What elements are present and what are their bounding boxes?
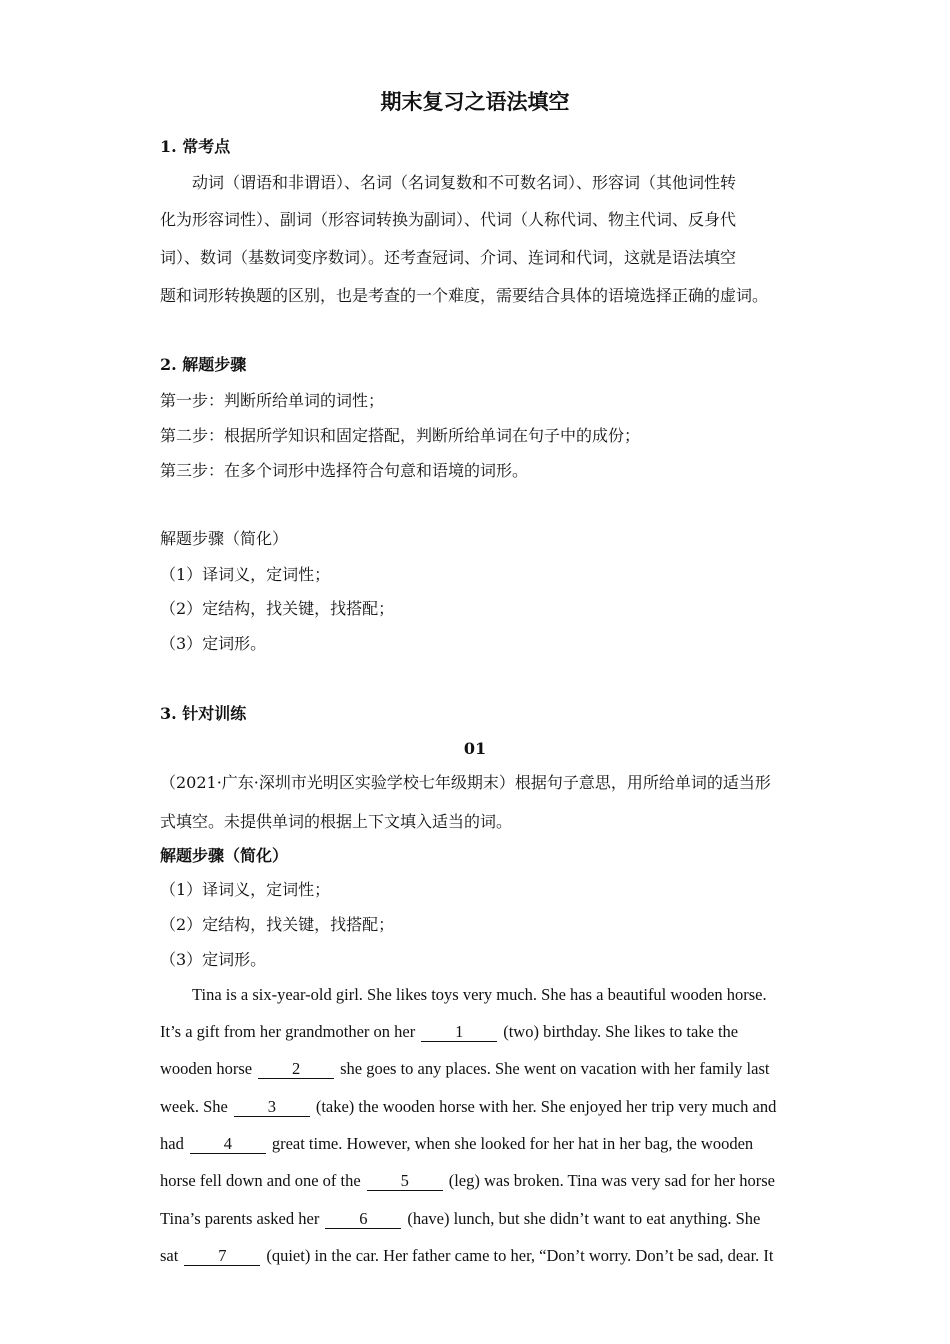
step-line: 第一步：判断所给单词的词性； xyxy=(160,391,385,410)
section-1-line: 化为形容词性）、副词（形容词转换为副词）、代词（人称代词、物主代词、反身代 xyxy=(160,210,737,229)
passage-line: week. She 3 (take) the wooden horse with her. She enjoyed her trip very much and xyxy=(160,1097,777,1116)
blank-1[interactable]: 1 xyxy=(421,1023,497,1042)
section-1-line: 词）、数词（基数词变序数词）。还考查冠词、介词、连词和代词，这就是语法填空 xyxy=(160,248,737,267)
passage-line: wooden horse 2 she goes to any places. She went on vacation with her family last xyxy=(160,1059,770,1078)
page-title: 期末复习之语法填空 xyxy=(380,89,570,114)
section-3-heading: 3. 针对训练 xyxy=(160,704,247,723)
steps-title: 解题步骤（简化） xyxy=(160,846,289,865)
section-2-heading: 2. 解题步骤 xyxy=(160,355,247,374)
blank-2[interactable]: 2 xyxy=(258,1060,334,1079)
simple-step: （1）译词义，定词性； xyxy=(160,880,331,899)
simple-step: （3）定词形。 xyxy=(160,634,267,653)
step-line: 第二步：根据所学知识和固定搭配，判断所给单词在句子中的成份； xyxy=(160,426,641,445)
passage-line: had 4 great time. However, when she looked for her hat in her bag, the wooden xyxy=(160,1134,754,1153)
simple-step: （2）定结构，找关键，找搭配； xyxy=(160,915,395,934)
passage-line: Tina is a six-year-old girl. She likes toys very much. She has a beautiful wooden horse. xyxy=(192,985,767,1004)
simple-steps-title: 解题步骤（简化） xyxy=(160,529,289,548)
section-1-heading: 1. 常考点 xyxy=(160,137,231,156)
step-line: 第三步：在多个词形中选择符合句意和语境的词形。 xyxy=(160,461,529,480)
section-1-line: 题和词形转换题的区别，也是考查的一个难度，需要结合具体的语境选择正确的虚词。 xyxy=(160,286,769,305)
exercise-number: 01 xyxy=(463,739,487,758)
blank-3[interactable]: 3 xyxy=(234,1098,310,1117)
blank-5[interactable]: 5 xyxy=(367,1172,443,1191)
blank-7[interactable]: 7 xyxy=(184,1247,260,1266)
simple-step: （1）译词义，定词性； xyxy=(160,565,331,584)
simple-step: （2）定结构，找关键，找搭配； xyxy=(160,599,395,618)
blank-6[interactable]: 6 xyxy=(325,1210,401,1229)
exercise-intro: （2021·广东·深圳市光明区实验学校七年级期末）根据句子意思，用所给单词的适当形 xyxy=(160,773,771,792)
simple-step: （3）定词形。 xyxy=(160,950,267,969)
passage-line: Tina’s parents asked her 6 (have) lunch, but she didn’t want to eat anything. She xyxy=(160,1209,761,1228)
section-1-line: 动词（谓语和非谓语）、名词（名词复数和不可数名词）、形容词（其他词性转 xyxy=(192,173,737,192)
passage-line: It’s a gift from her grandmother on her 1 (two) birthday. She likes to take the xyxy=(160,1022,739,1041)
passage-line: horse fell down and one of the 5 (leg) was broken. Tina was very sad for her horse xyxy=(160,1171,775,1190)
blank-4[interactable]: 4 xyxy=(190,1135,266,1154)
exercise-intro: 式填空。未提供单词的根据上下文填入适当的词。 xyxy=(160,812,513,831)
passage-line: sat 7 (quiet) in the car. Her father came to her, “Don’t worry. Don’t be sad, dear. It xyxy=(160,1246,774,1265)
